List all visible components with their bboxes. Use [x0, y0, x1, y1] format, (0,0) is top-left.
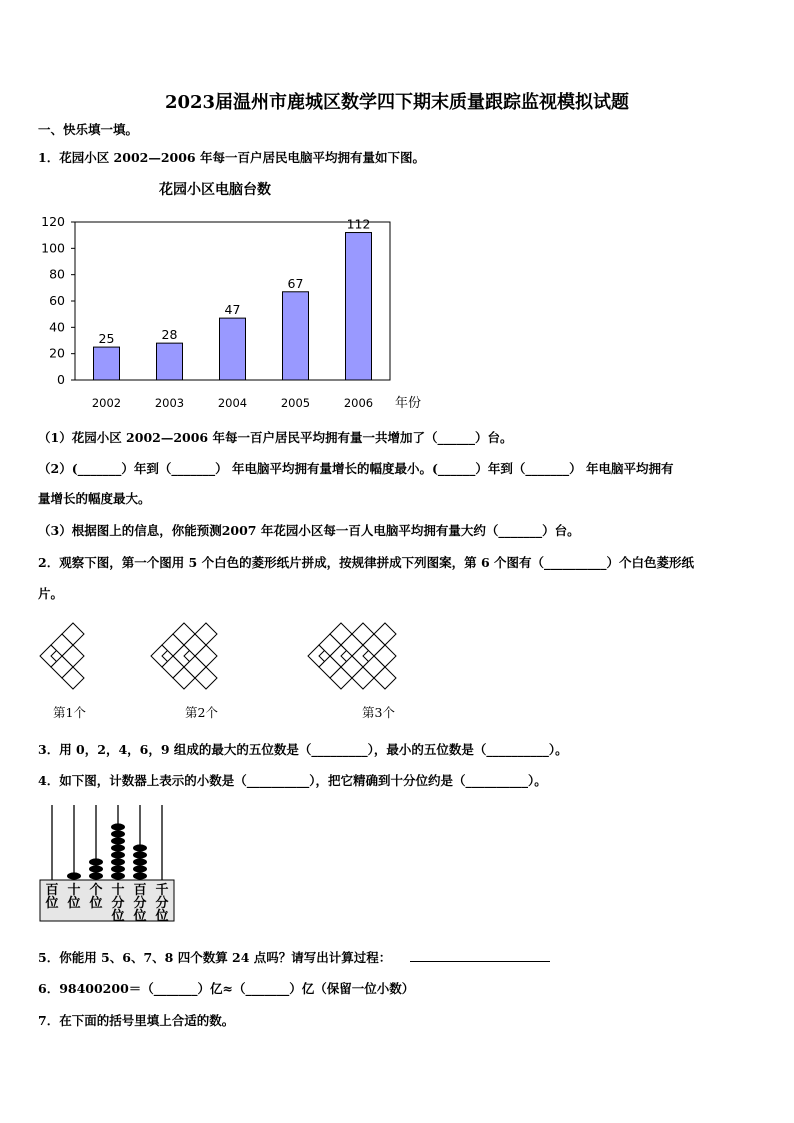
abacus-label-char: 位 — [89, 896, 103, 911]
abacus-label-char: 分 — [155, 896, 169, 911]
abacus-bead — [89, 872, 103, 879]
question-1-sub-1: （1）花园小区 2002—2006 年每一百户居民平均拥有量一共增加了（______）台。 — [38, 430, 513, 445]
data-label-2006: 112 — [346, 216, 371, 232]
abacus-bead — [111, 865, 125, 872]
figure-label-3: 第3个 — [362, 705, 395, 720]
abacus-bead — [111, 837, 125, 844]
abacus-bead — [133, 851, 147, 858]
abacus-label-char: 分 — [133, 896, 147, 911]
figure-label-2: 第2个 — [185, 705, 218, 720]
bar-chart — [30, 175, 450, 415]
bar-2004 — [220, 318, 246, 380]
x-axis-label: 年份 — [395, 396, 422, 411]
question-1-sub-2: （2）(_______）年到（_______） 年电脑平均拥有量增长的幅度最小。(______）年到（_______） 年电脑平均拥有 — [38, 461, 674, 476]
data-label-2005: 67 — [287, 275, 304, 291]
data-label-2004: 47 — [224, 302, 241, 318]
pattern-1 — [40, 623, 84, 689]
abacus-bead — [133, 865, 147, 872]
question-1-sub-2-cont: 量增长的幅度最大。 — [38, 491, 151, 506]
section-heading: 一、快乐填一填。 — [38, 122, 139, 137]
y-tick-label: 40 — [49, 319, 65, 335]
abacus-label-char: 位 — [45, 896, 59, 911]
abacus-label-char: 十 — [67, 883, 81, 898]
y-tick-label: 120 — [41, 214, 65, 229]
abacus-label-char: 个 — [89, 883, 103, 898]
page-title: 2023届温州市鹿城区数学四下期末质量跟踪监视模拟试题 — [164, 92, 630, 113]
data-label-2003: 28 — [161, 327, 178, 343]
y-tick-label: 20 — [49, 345, 65, 361]
x-tick-label-2002: 2002 — [91, 396, 122, 410]
question-6: 6．98400200＝（_______）亿≈（_______）亿（保留一位小数） — [38, 981, 415, 996]
abacus-label-char: 百 — [45, 883, 59, 898]
abacus-bead — [111, 830, 125, 837]
y-tick-label: 0 — [57, 372, 65, 387]
data-label-2002: 25 — [98, 331, 115, 347]
y-tick-label: 80 — [49, 266, 65, 282]
pattern-2 — [151, 623, 217, 689]
abacus-bead — [89, 865, 103, 872]
abacus-bead — [111, 851, 125, 858]
x-tick-label-2003: 2003 — [154, 396, 185, 410]
abacus-bead — [111, 872, 125, 879]
question-2-line-1: 2．观察下图，第一个图用 5 个白色的菱形纸片拼成，按规律拼成下列图案，第 6 个图有（__________）个白色菱形纸 — [38, 555, 695, 570]
question-5: 5．你能用 5、6、7、8 四个数算 24 点吗？请写出计算过程： — [38, 950, 392, 965]
question-3: 3．用 0，2，4，6，9 组成的最大的五位数是（_________），最小的五位数是（__________）。 — [38, 742, 568, 757]
abacus-bead — [133, 872, 147, 879]
abacus-bead — [111, 858, 125, 865]
question-4: 4．如下图，计数器上表示的小数是（__________），把它精确到十分位约是（__________）。 — [38, 773, 547, 788]
abacus-bead — [111, 823, 125, 830]
figure-label-1: 第1个 — [53, 705, 86, 720]
bar-2005 — [283, 292, 309, 380]
abacus-label-char: 位 — [155, 909, 169, 924]
abacus-label-char: 十 — [111, 883, 125, 898]
abacus-label-char: 位 — [67, 896, 81, 911]
x-tick-label-2004: 2004 — [217, 396, 248, 410]
abacus-bead — [133, 858, 147, 865]
bar-2006 — [346, 233, 372, 380]
abacus-bead — [67, 872, 81, 879]
abacus-label-char: 位 — [111, 909, 125, 924]
question-2-line-2: 片。 — [38, 586, 64, 601]
bar-2003 — [157, 343, 183, 380]
question-7: 7．在下面的括号里填上合适的数。 — [38, 1013, 235, 1028]
abacus-base — [40, 880, 174, 921]
abacus-counter — [36, 800, 181, 925]
abacus-label-char: 位 — [133, 909, 147, 924]
pattern-3 — [308, 623, 396, 689]
abacus-label-char: 分 — [111, 896, 125, 911]
answer-line — [410, 961, 550, 962]
question-1-sub-3: （3）根据图上的信息，你能预测2007 年花园小区每一百人电脑平均拥有量大约（_______）台。 — [38, 523, 580, 538]
y-tick-label: 100 — [41, 240, 65, 256]
abacus-bead — [89, 858, 103, 865]
bar-2002 — [94, 347, 120, 380]
abacus-label-char: 百 — [133, 883, 147, 898]
abacus-label-char: 千 — [155, 883, 169, 898]
abacus-bead — [133, 844, 147, 851]
x-tick-label-2005: 2005 — [280, 396, 311, 410]
chart-title: 花园小区电脑台数 — [159, 182, 271, 198]
y-tick-label: 60 — [49, 293, 65, 308]
abacus-bead — [111, 844, 125, 851]
question-1-stem: 1．花园小区 2002—2006 年每一百户居民电脑平均拥有量如下图。 — [38, 150, 425, 165]
rhombus-patterns — [30, 612, 490, 702]
x-tick-label-2006: 2006 — [343, 396, 374, 410]
